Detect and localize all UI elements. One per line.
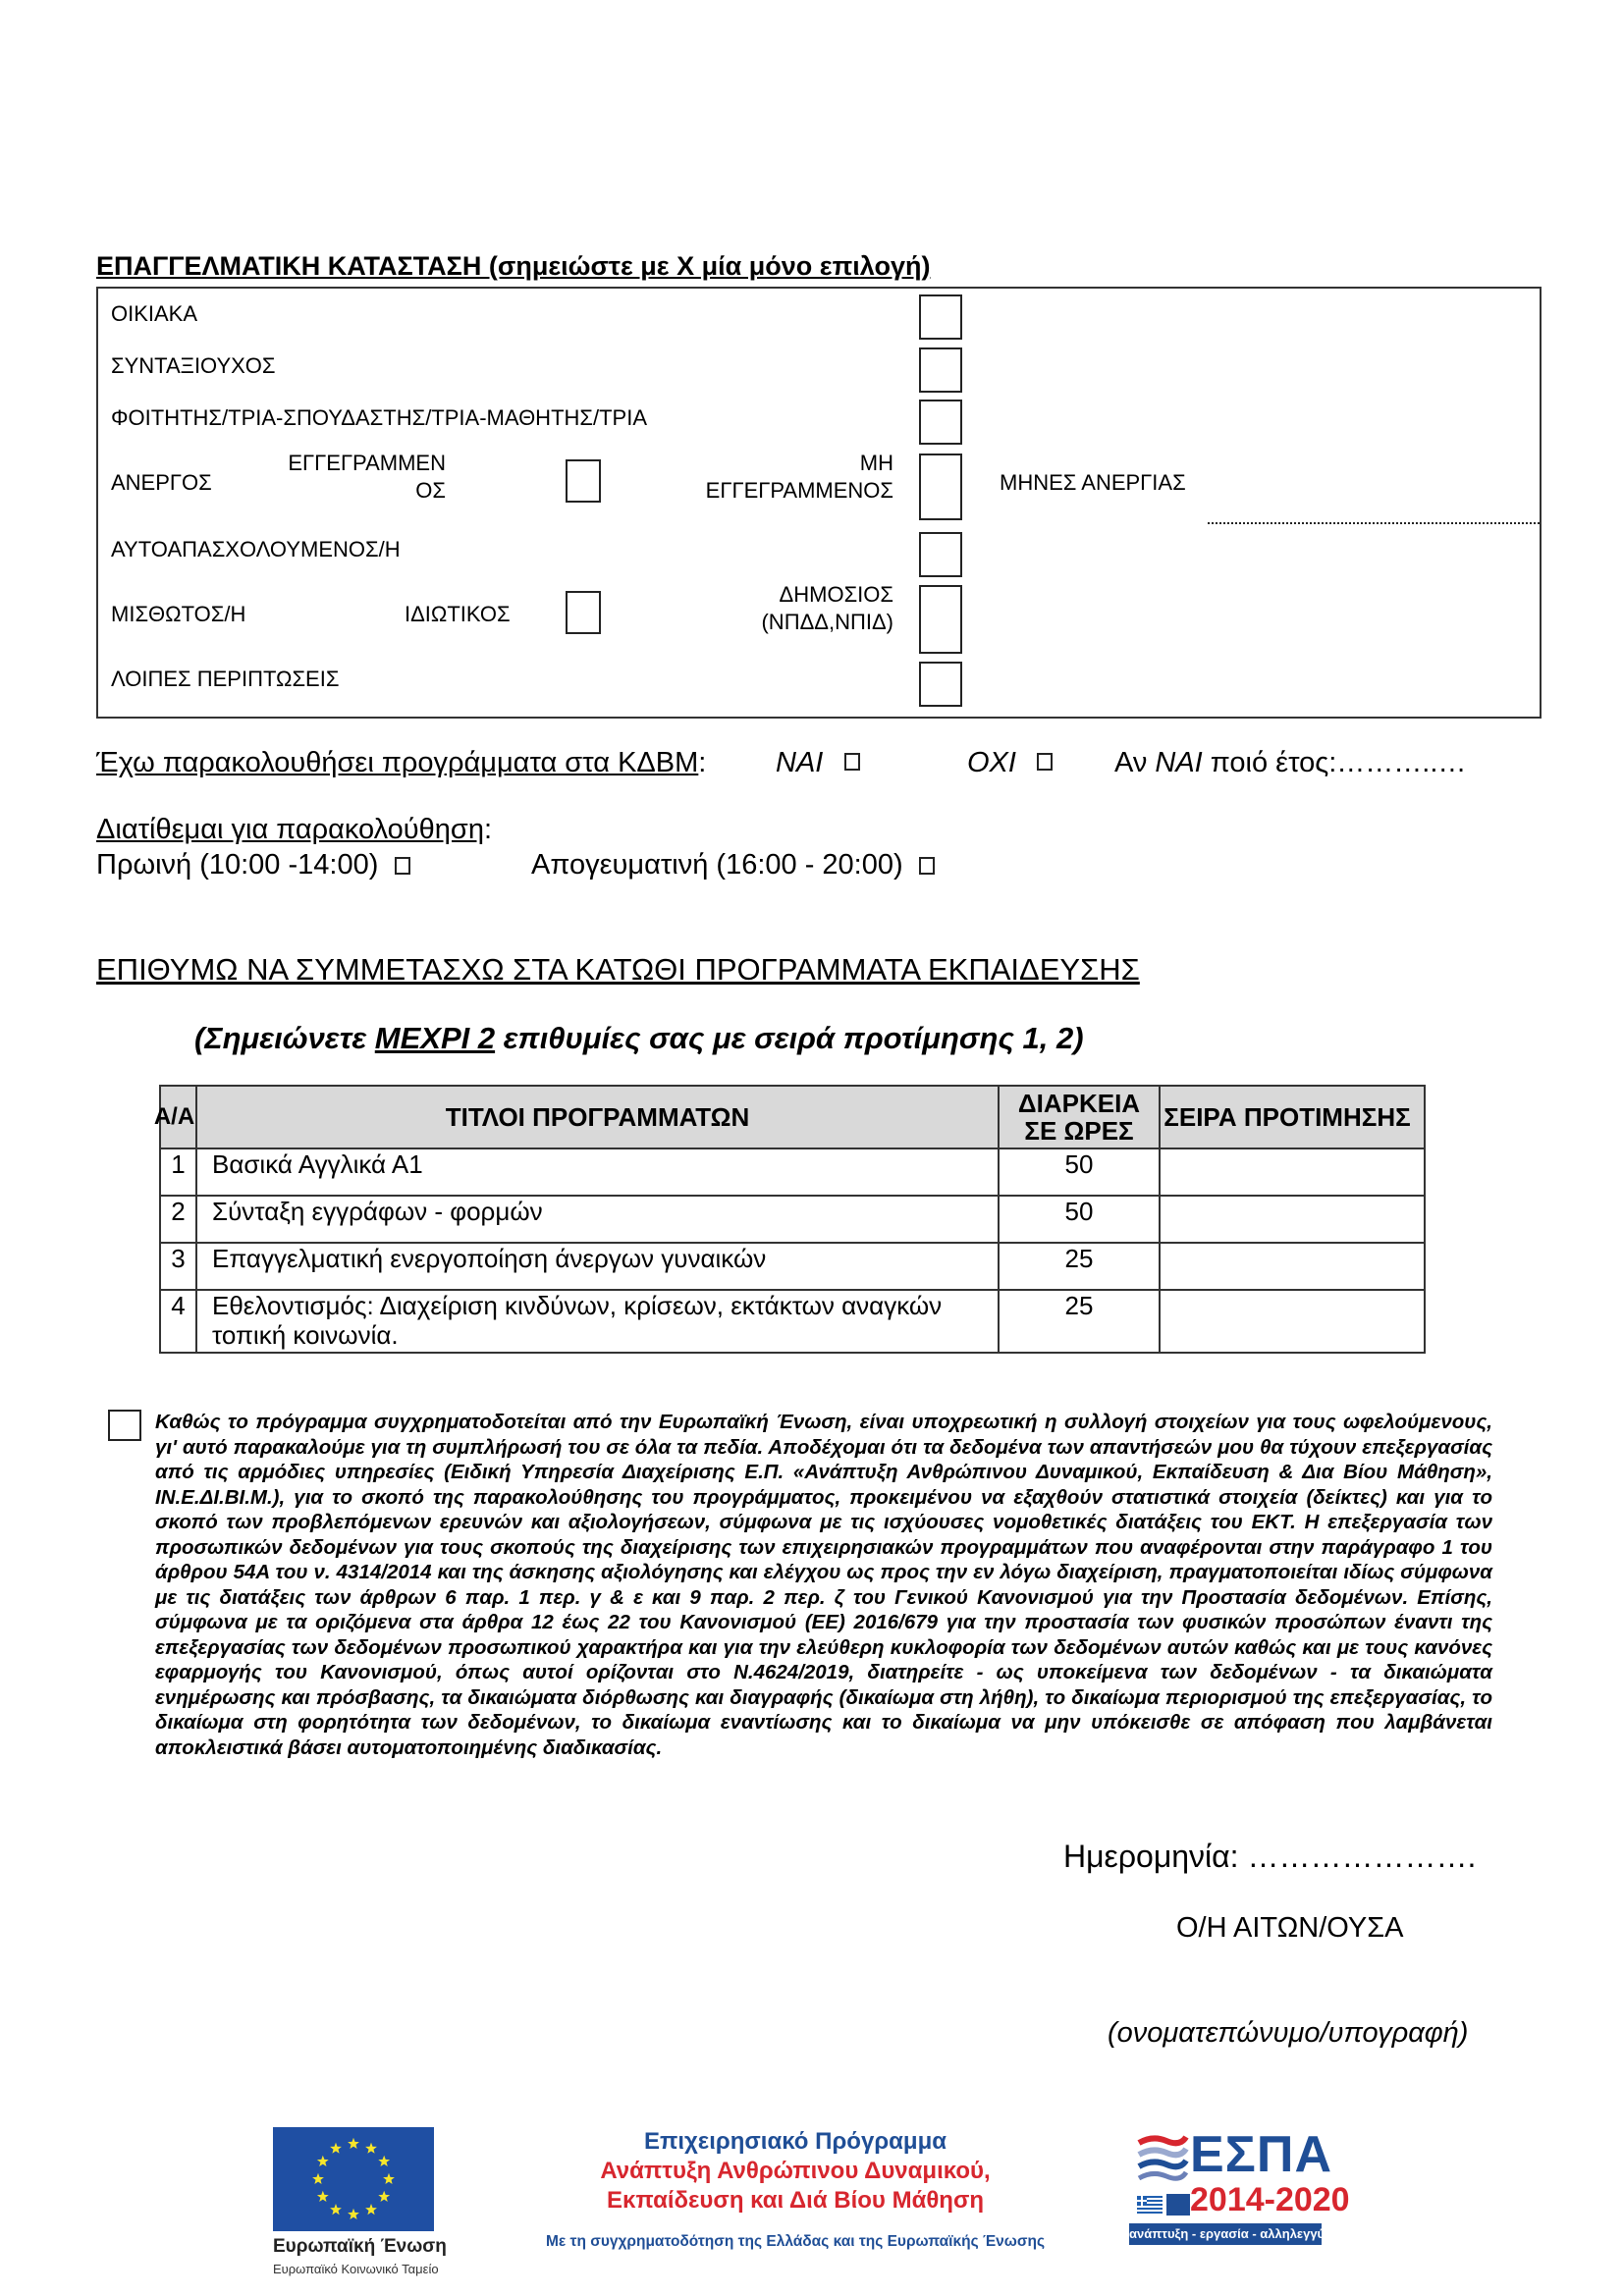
row-hours: 25 (999, 1243, 1160, 1290)
other-checkbox[interactable] (919, 662, 962, 707)
registered-line2: ΟΣ (415, 478, 446, 503)
morning-checkbox[interactable] (395, 857, 410, 875)
table-row (160, 1290, 1425, 1353)
col-header-preference: ΣΕΙΡΑ ΠΡΟΤΙΜΗΣΗΣ (1160, 1086, 1425, 1148)
col-header-title: ΤΙΤΛΟΙ ΠΡΟΓΡΑΜΜΑΤΩΝ (196, 1086, 999, 1148)
applicant-label: Ο/Η ΑΙΤΩΝ/ΟΥΣΑ (1176, 1912, 1404, 1944)
consent-text: Καθώς το πρόγραμμα συγχρηματοδοτείται από την Ευρωπαϊκή Ένωση, είναι υποχρεωτική η συλλογή στοιχείων για τους ωφελούμενους, γι' αυτό παρακαλούμε για τη συμπλήρωσή του σε όλα τα πεδία. Αποδέχομαι ότι τα δεδομένα των απαντήσεών μου θα τύχουν επεξεργασίας από τις αρμόδιες υπηρεσίες (Ειδική Υπηρεσία Διαχείρισης Ε.Π. «Ανάπτυξη Ανθρώπινου Δυναμικού, Εκπαίδευση & Δια Βίου Μάθηση», ΙΝ.Ε.ΔΙ.ΒΙ.Μ.), για το σκοπό της παρακολούθησης του προγράμματος, προκειμένου να εξαχθούν στατιστικά στοιχεία (δείκτες) και για το σκοπό των προβλεπόμενων ερευνών και αξιολογήσεων, σύμφωνα με τις ισχύουσες νομοθετικές διατάξεις του ΕΚΤ. Η επεξεργασία των προσωπικών δεδομένων για τους σκοπούς της διαχείρισης των επιχειρησιακών προγραμμάτων που αναφέρονται στην παράγραφο 1 του άρθρου 54Α του ν. 4314/2014 και της άσκησης αξιολόγησης και ελέγχου ως προς την εν λόγω διαχείριση, πραγματοποιείται ιδίως σύμφωνα με τις διατάξεις των άρθρων 6 παρ. 1 περ. γ & ε και 9 παρ. 2 περ. ζ του Γενικού Κανονισμού για την Προστασία δεδομένων. Επίσης, σύμφωνα με τα οριζόμενα στα άρθρα 12 έως 22 του Κανονισμού (ΕΕ) 2016/679 για την προστασία των φυσικών προσώπων έναντι της επεξεργασίας των δεδομένων προσωπικού χαρακτήρα και για την ελεύθερη κυκλοφορία των δεδομένων αυτών καθώς και με τους κανόνες εφαρμογής του Κανονισμού, όπως αυτοί ορίζονται στο Ν.4624/2019, διατηρείτε - ως υποκείμενα των δεδομένων - τα δικαιώματα ενημέρωσης και πρόσβασης, τα δικαιώματα διόρθωσης και διαγραφής (δικαίωμα στη λήθη), το δικαίωμα περιορισμού της επεξεργασίας, το δικαίωμα στη φορητότητα των δεδομένων, το δικαίωμα εναντίωσης και το δικαίωμα να μην υπόκεισθε σε απόφαση που λαμβάνεται αποκλειστικά βάσει αυτοματοποιημένης διαδικασίας. (155, 1411, 1492, 1759)
duration-line1: ΔΙΑΡΚΕΙΑ (1017, 1089, 1141, 1118)
row-title: Σύνταξη εγγράφων - φορμών (196, 1196, 999, 1243)
kdbm-no-checkbox[interactable] (1037, 753, 1053, 771)
note-prefix: (Σημειώνετε (194, 1021, 375, 1055)
eu-star-icon (317, 2191, 329, 2202)
row-hours: 50 (999, 1148, 1160, 1196)
public-line1: ΔΗΜΟΣΙΟΣ (779, 582, 893, 607)
op-cofinancing: Με τη συγχρηματοδότηση της Ελλάδας και της Ευρωπαϊκής Ένωσης (545, 2233, 1046, 2250)
kdbm-question: Έχω παρακολουθήσει προγράμματα στα ΚΔΒΜ (96, 747, 699, 778)
option-student-label: ΦΟΙΤΗΤΗΣ/ΤΡΙΑ-ΣΠΟΥΔΑΣΤΗΣ/ΤΡΙΑ-ΜΑΘΗΤΗΣ/ΤΡΙΑ (111, 405, 648, 430)
if-yes-nai: ΝΑΙ (1155, 747, 1203, 778)
not-registered-checkbox[interactable] (919, 454, 962, 520)
op-title-line1: Επιχειρησιακό Πρόγραμμα (643, 2128, 947, 2155)
kdbm-row (96, 746, 706, 779)
registered-checkbox[interactable] (566, 459, 601, 503)
afternoon-checkbox[interactable] (919, 857, 935, 875)
row-title-line1: Εθελοντισμός: Διαχείριση κινδύνων, κρίσεων, εκτάκτων αναγκών (212, 1291, 943, 1320)
note-emphasis: ΜΕΧΡΙ 2 (374, 1021, 496, 1055)
op-title-line3: Εκπαίδευση και Διά Βίου Μάθηση (606, 2187, 985, 2214)
row-title: Επαγγελματική ενεργοποίηση άνεργων γυναικών (196, 1243, 999, 1290)
eu-star-icon (365, 2143, 377, 2154)
row-num: 1 (160, 1148, 196, 1196)
espa-logo (1129, 2126, 1350, 2255)
employment-heading: ΕΠΑΓΓΕΛΜΑΤΙΚΗ ΚΑΤΑΣΤΑΣΗ (σημειώστε με Χ μία μόνο επιλογή) (96, 251, 931, 281)
months-unemployed-field[interactable] (1208, 522, 1540, 524)
kdbm-yes-label: ΝΑΙ (776, 747, 824, 778)
household-checkbox[interactable] (919, 294, 962, 340)
consent-checkbox[interactable] (108, 1410, 141, 1441)
programs-note (194, 1021, 1084, 1056)
col-header-num: Α/Α (160, 1086, 196, 1148)
row-preference-input[interactable] (1160, 1148, 1425, 1196)
programs-table (153, 1085, 1426, 1354)
row-num: 3 (160, 1243, 196, 1290)
row-title (196, 1290, 999, 1353)
eu-stars-icon (273, 2127, 434, 2231)
availability-colon: : (483, 814, 493, 845)
eu-star-icon (317, 2156, 329, 2166)
kdbm-colon: : (698, 747, 707, 778)
morning-label: Πρωινή (10:00 -14:00) (96, 849, 379, 881)
col-header-duration (999, 1086, 1160, 1148)
eu-star-icon (365, 2204, 377, 2215)
kdbm-yes-checkbox[interactable] (844, 753, 860, 771)
months-unemployed-label: ΜΗΝΕΣ ΑΝΕΡΓΙΑΣ (1000, 470, 1186, 495)
option-other-label: ΛΟΙΠΕΣ ΠΕΡΙΠΤΩΣΕΙΣ (111, 667, 340, 691)
espa-word: ΕΣΠΑ (1190, 2126, 1332, 2183)
option-employee-label: ΜΙΣΘΩΤΟΣ/Η (111, 602, 246, 626)
private-sector-checkbox[interactable] (566, 591, 601, 634)
greek-flag-icon (1137, 2196, 1163, 2214)
eu-flag-icon (273, 2127, 434, 2231)
date-field[interactable]: Ημερομηνία: …………………. (1063, 1839, 1477, 1874)
option-public-label (668, 581, 893, 636)
note-suffix: επιθυμίες σας με σειρά προτίμησης 1, 2) (495, 1021, 1084, 1055)
eu-star-icon (348, 2138, 359, 2149)
option-unemployed-label: ΑΝΕΡΓΟΣ (111, 470, 212, 495)
student-checkbox[interactable] (919, 400, 962, 445)
eu-fund: Ευρωπαϊκό Κοινωνικό Ταμείο (273, 2262, 439, 2276)
row-title-line2: τοπική κοινωνία. (212, 1320, 399, 1350)
espa-tagline: ανάπτυξη - εργασία - αλληλεγγύη (1129, 2223, 1322, 2245)
table-row (160, 1243, 1425, 1290)
op-title-line2: Ανάπτυξη Ανθρώπινου Δυναμικού, (600, 2158, 991, 2184)
if-yes-year-dots: ποιό έτος:………..… (1202, 747, 1467, 778)
retired-checkbox[interactable] (919, 347, 962, 393)
option-self-employed-label: ΑΥΤΟΑΠΑΣΧΟΛΟΥΜΕΝΟΣ/Η (111, 537, 401, 561)
public-sector-checkbox[interactable] (919, 585, 962, 654)
row-hours: 25 (999, 1290, 1160, 1353)
row-num: 4 (160, 1290, 196, 1353)
eu-star-icon (378, 2156, 390, 2166)
eu-star-icon (383, 2173, 395, 2184)
afternoon-option (531, 848, 935, 881)
public-line2: (ΝΠΔΔ,ΝΠΙΔ) (761, 610, 893, 634)
row-num: 2 (160, 1196, 196, 1243)
kdbm-no-label: ΟΧΙ (967, 747, 1016, 778)
option-private-label: ΙΔΙΩΤΙΚΟΣ (405, 602, 511, 626)
eu-star-icon (312, 2173, 324, 2184)
duration-line2: ΣΕ ΩΡΕΣ (1024, 1116, 1134, 1146)
option-registered-label (275, 450, 446, 505)
programs-heading: ΕΠΙΘΥΜΩ ΝΑ ΣΥΜΜΕΤΑΣΧΩ ΣΤΑ ΚΑΤΩΘΙ ΠΡΟΓΡΑΜΜΑΤΑ ΕΚΠΑΙΔΕΥΣΗΣ (96, 952, 1140, 987)
eu-mini-flag-icon (1166, 2194, 1190, 2216)
eu-star-icon (378, 2191, 390, 2202)
self-employed-checkbox[interactable] (919, 532, 962, 577)
employment-status-box (96, 287, 1542, 719)
afternoon-label: Απογευματινή (16:00 - 20:00) (531, 849, 903, 881)
row-title: Βασικά Αγγλικά Α1 (196, 1148, 999, 1196)
table-row (160, 1148, 1425, 1196)
eu-star-icon (330, 2143, 342, 2154)
row-hours: 50 (999, 1196, 1160, 1243)
row-preference-input[interactable] (1160, 1196, 1425, 1243)
kdbm-year-field[interactable] (1114, 746, 1466, 779)
row-preference-input[interactable] (1160, 1290, 1425, 1353)
if-yes-prefix: Αν (1114, 747, 1156, 778)
espa-waves-icon (1137, 2133, 1188, 2182)
table-row (160, 1196, 1425, 1243)
option-retired-label: ΣΥΝΤΑΞΙΟΥΧΟΣ (111, 353, 276, 378)
espa-years: 2014-2020 (1190, 2181, 1350, 2218)
option-not-registered-label (668, 450, 893, 505)
signature-note: (ονοματεπώνυμο/υπογραφή) (1108, 2017, 1469, 2049)
eu-star-icon (348, 2209, 359, 2219)
not-registered-line2: ΕΓΓΕΓΡΑΜΜΕΝΟΣ (705, 478, 893, 503)
eu-name: Ευρωπαϊκή Ένωση (273, 2236, 447, 2257)
not-registered-line1: ΜΗ (859, 451, 893, 475)
availability-label: Διατίθεμαι για παρακολούθηση (96, 814, 484, 845)
availability-label-row (96, 813, 492, 846)
registered-line1: ΕΓΓΕΓΡΑΜΜΕΝ (288, 451, 446, 475)
table-header-row (160, 1086, 1425, 1148)
option-household-label: ΟΙΚΙΑΚΑ (111, 301, 198, 326)
row-preference-input[interactable] (1160, 1243, 1425, 1290)
morning-option (96, 848, 410, 881)
eu-star-icon (330, 2204, 342, 2215)
